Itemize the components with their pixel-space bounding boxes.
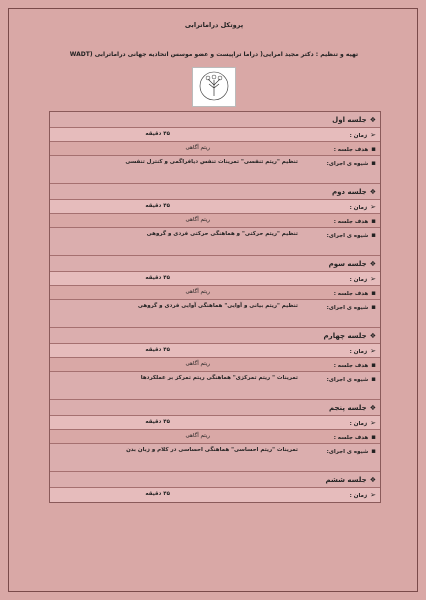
square-bullet-icon: ▪: [371, 217, 376, 225]
square-bullet-icon: ▪: [371, 145, 376, 153]
session-header: [50, 112, 380, 128]
diamond-bullet-icon: ❖: [369, 188, 376, 196]
square-bullet-icon: ▪: [371, 159, 376, 167]
session-title: جلسه اول: [332, 116, 367, 124]
arrow-bullet-icon: ➢: [370, 275, 376, 283]
square-bullet-icon: ▪: [371, 231, 376, 239]
square-bullet-icon: ▪: [371, 375, 376, 383]
goal-label: هدف جلسه :: [333, 219, 369, 225]
method-value: تمرینات "ریتم احساسی" هماهنگی احساسی در کلام و زبان بدن: [126, 447, 298, 453]
goal-label-cell: [334, 217, 376, 225]
square-bullet-icon: ▪: [371, 447, 376, 455]
duration-row: [50, 416, 380, 430]
method-row: [50, 444, 380, 472]
method-value: تنظیم "ریتم بیانی و آوایی" هماهنگی آوایی فردی و گروهی: [137, 303, 298, 309]
goal-row: [50, 430, 380, 444]
square-bullet-icon: ▪: [371, 433, 376, 441]
goal-label-cell: [334, 289, 376, 297]
goal-value: ریتم آگاهی: [185, 433, 210, 439]
duration-row: [50, 200, 380, 214]
method-row: [50, 228, 380, 256]
goal-row: [50, 358, 380, 372]
duration-label-cell: [350, 275, 376, 283]
diamond-bullet-icon: ❖: [369, 332, 376, 340]
goal-label: هدف جلسه :: [333, 363, 369, 369]
goal-row: [50, 142, 380, 156]
goal-label-cell: [334, 361, 376, 369]
goal-value: ریتم آگاهی: [185, 145, 210, 151]
method-row: [50, 300, 380, 328]
method-label: شیوه ی اجرای:: [326, 233, 369, 239]
session-title: جلسه چهارم: [323, 332, 367, 340]
session-title: جلسه دوم: [331, 188, 367, 196]
page-subtitle: تهیه و تنظیم : دکتر مجید امرایی( دراما تراپیست و عضو موسس اتحادیه جهانی دراماترابی (WADT: [69, 51, 359, 58]
duration-value: ۴۵ دقیقه: [145, 275, 170, 281]
diamond-bullet-icon: ❖: [369, 260, 376, 268]
goal-label: هدف جلسه :: [333, 291, 369, 297]
goal-row: [50, 214, 380, 228]
goal-label: هدف جلسه :: [333, 147, 369, 153]
duration-label: زمان :: [349, 133, 368, 139]
square-bullet-icon: ▪: [371, 303, 376, 311]
method-label-cell: [327, 231, 376, 239]
goal-label-cell: [334, 433, 376, 441]
session-title: جلسه سوم: [328, 260, 367, 268]
duration-row: [50, 488, 380, 502]
duration-value: ۴۵ دقیقه: [145, 419, 170, 425]
logo-image: [192, 67, 236, 107]
session-header: [50, 328, 380, 344]
goal-label-cell: [334, 145, 376, 153]
method-value: تنظیم "ریتم حرکتی" و هماهنگی حرکتی فردی و گروهی: [146, 231, 298, 237]
duration-label: زمان :: [349, 349, 368, 355]
duration-value: ۴۵ دقیقه: [145, 131, 170, 137]
square-bullet-icon: ▪: [371, 289, 376, 297]
goal-label: هدف جلسه :: [333, 435, 369, 441]
arrow-bullet-icon: ➢: [370, 347, 376, 355]
method-label-cell: [327, 375, 376, 383]
sessions-table: [49, 111, 381, 503]
arrow-bullet-icon: ➢: [370, 131, 376, 139]
duration-row: [50, 128, 380, 142]
goal-value: ریتم آگاهی: [185, 289, 210, 295]
duration-label: زمان :: [349, 205, 368, 211]
arrow-bullet-icon: ➢: [370, 491, 376, 499]
diamond-bullet-icon: ❖: [369, 476, 376, 484]
square-bullet-icon: ▪: [371, 361, 376, 369]
method-label: شیوه ی اجرای:: [326, 449, 369, 455]
method-label: شیوه ی اجرای:: [326, 377, 369, 383]
arrow-bullet-icon: ➢: [370, 419, 376, 427]
method-value: تمرینات " ریتم تمرکزی" هماهنگی ریتم تمرکز بر عملکردها: [140, 375, 298, 381]
session-header: [50, 400, 380, 416]
method-label-cell: [327, 447, 376, 455]
arrow-bullet-icon: ➢: [370, 203, 376, 211]
method-label: شیوه ی اجرای:: [326, 305, 369, 311]
duration-value: ۴۵ دقیقه: [145, 347, 170, 353]
session-title: جلسه ششم: [325, 476, 367, 484]
duration-label: زمان :: [349, 277, 368, 283]
method-label-cell: [327, 159, 376, 167]
method-value: تنظیم "ریتم تنفسی" تمرینات تنفس دیافراگمی و کنترل تنفسی: [125, 159, 298, 165]
method-row: [50, 156, 380, 184]
goal-row: [50, 286, 380, 300]
duration-row: [50, 272, 380, 286]
session-header: [50, 472, 380, 488]
duration-label-cell: [350, 131, 376, 139]
duration-row: [50, 344, 380, 358]
method-row: [50, 372, 380, 400]
session-header: [50, 256, 380, 272]
goal-value: ریتم آگاهی: [185, 361, 210, 367]
duration-label-cell: [350, 203, 376, 211]
method-label-cell: [327, 303, 376, 311]
duration-label-cell: [350, 347, 376, 355]
method-label: شیوه ی اجرای:: [326, 161, 369, 167]
diamond-bullet-icon: ❖: [369, 116, 376, 124]
session-header: [50, 184, 380, 200]
tree-logo-icon: [193, 68, 235, 106]
duration-label-cell: [350, 419, 376, 427]
diamond-bullet-icon: ❖: [369, 404, 376, 412]
document-page: [8, 8, 418, 592]
duration-label-cell: [350, 491, 376, 499]
duration-value: ۴۵ دقیقه: [145, 491, 170, 497]
page-title: پروتکل دراماترابی: [184, 21, 244, 29]
duration-value: ۴۵ دقیقه: [145, 203, 170, 209]
duration-label: زمان :: [349, 493, 368, 499]
goal-value: ریتم آگاهی: [185, 217, 210, 223]
duration-label: زمان :: [349, 421, 368, 427]
session-title: جلسه پنجم: [328, 404, 367, 412]
